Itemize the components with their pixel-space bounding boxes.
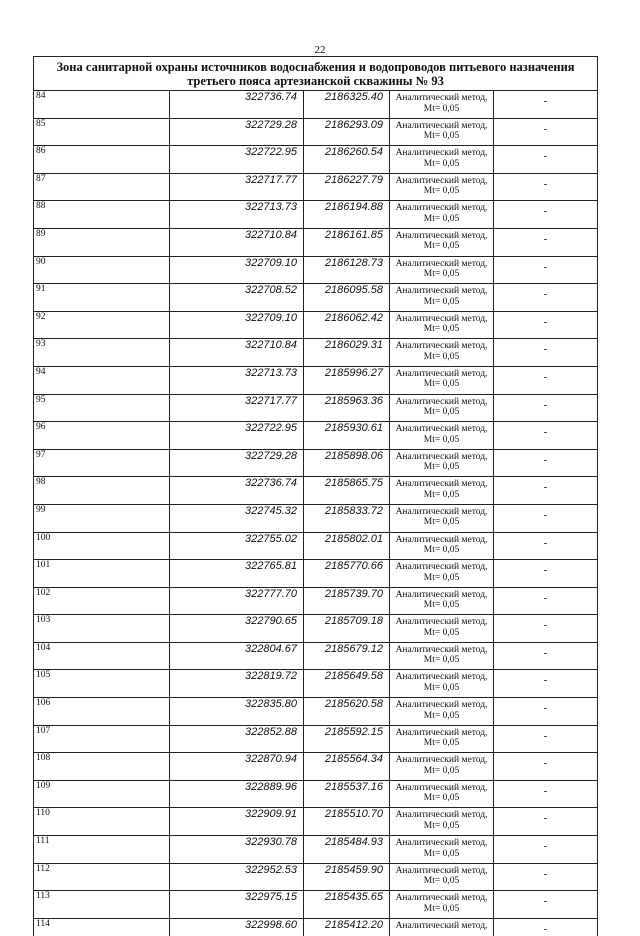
note-cell: - bbox=[494, 560, 598, 588]
coordinate-x: 322755.02 bbox=[170, 532, 304, 560]
table-row bbox=[34, 532, 598, 560]
method-label: Аналитический метод, bbox=[395, 727, 488, 738]
method-cell bbox=[390, 753, 494, 781]
method-label: Аналитический метод, bbox=[395, 782, 488, 793]
method-label: Аналитический метод, bbox=[395, 506, 488, 517]
note-cell: - bbox=[494, 449, 598, 477]
point-number: 101 bbox=[34, 560, 170, 588]
method-accuracy: Mt= 0,05 bbox=[423, 517, 460, 528]
note-cell: - bbox=[494, 256, 598, 284]
method-accuracy: Mt= 0,05 bbox=[423, 324, 460, 335]
method-label: Аналитический метод, bbox=[395, 258, 488, 269]
method-accuracy: Mt= 0,05 bbox=[423, 241, 460, 252]
method-label: Аналитический метод, bbox=[395, 617, 488, 628]
point-number: 88 bbox=[34, 201, 170, 229]
coordinate-y: 2185833.72 bbox=[304, 504, 390, 532]
table-row bbox=[34, 394, 598, 422]
point-number: 96 bbox=[34, 422, 170, 450]
note-cell: - bbox=[494, 918, 598, 936]
point-number: 86 bbox=[34, 146, 170, 174]
point-number: 114 bbox=[34, 918, 170, 936]
note-cell: - bbox=[494, 670, 598, 698]
method-cell bbox=[390, 642, 494, 670]
point-number: 94 bbox=[34, 366, 170, 394]
method-accuracy: Mt= 0,05 bbox=[423, 351, 460, 362]
method-accuracy: Mt= 0,05 bbox=[423, 627, 460, 638]
method-label: Аналитический метод, bbox=[395, 424, 488, 435]
method-label: Аналитический метод, bbox=[395, 479, 488, 490]
coordinate-y: 2185620.58 bbox=[304, 698, 390, 726]
table-row bbox=[34, 422, 598, 450]
method-cell bbox=[390, 201, 494, 229]
note-cell: - bbox=[494, 394, 598, 422]
method-cell bbox=[390, 780, 494, 808]
coordinate-x: 322975.15 bbox=[170, 891, 304, 919]
method-cell bbox=[390, 284, 494, 312]
table-row bbox=[34, 836, 598, 864]
point-number: 102 bbox=[34, 587, 170, 615]
method-label: Аналитический метод, bbox=[395, 810, 488, 821]
coordinate-y: 2185802.01 bbox=[304, 532, 390, 560]
coordinate-y: 2185649.58 bbox=[304, 670, 390, 698]
coordinate-y: 2186260.54 bbox=[304, 146, 390, 174]
point-number: 85 bbox=[34, 118, 170, 146]
coordinate-x: 322713.73 bbox=[170, 366, 304, 394]
point-number: 107 bbox=[34, 725, 170, 753]
table-row bbox=[34, 256, 598, 284]
method-accuracy: Mt= 0,05 bbox=[423, 793, 460, 804]
note-cell: - bbox=[494, 808, 598, 836]
point-number: 103 bbox=[34, 615, 170, 643]
note-cell: - bbox=[494, 725, 598, 753]
coordinate-y: 2185510.70 bbox=[304, 808, 390, 836]
method-accuracy: Mt= 0,05 bbox=[423, 407, 460, 418]
point-number: 109 bbox=[34, 780, 170, 808]
method-label: Аналитический метод, bbox=[395, 175, 488, 186]
point-number: 100 bbox=[34, 532, 170, 560]
table-row bbox=[34, 863, 598, 891]
method-accuracy: Mt= 0,05 bbox=[423, 462, 460, 473]
method-accuracy: Mt= 0,05 bbox=[423, 600, 460, 611]
coordinate-y: 2185484.93 bbox=[304, 836, 390, 864]
method-cell bbox=[390, 91, 494, 119]
table-title: Зона санитарной охраны источников водоснабжения и водопроводов питьевого назначения третьего пояса артезианской скважины № 93 bbox=[34, 57, 598, 91]
point-number: 108 bbox=[34, 753, 170, 781]
method-accuracy: Mt= 0,05 bbox=[423, 158, 460, 169]
table-row bbox=[34, 918, 598, 936]
coordinate-y: 2186227.79 bbox=[304, 173, 390, 201]
method-cell bbox=[390, 366, 494, 394]
note-cell: - bbox=[494, 201, 598, 229]
coordinate-y: 2186095.58 bbox=[304, 284, 390, 312]
method-accuracy: Mt= 0,05 bbox=[423, 572, 460, 583]
method-accuracy: Mt= 0,05 bbox=[423, 903, 460, 914]
method-label: Аналитический метод, bbox=[395, 203, 488, 214]
method-label: Аналитический метод, bbox=[395, 148, 488, 159]
note-cell: - bbox=[494, 311, 598, 339]
table-row bbox=[34, 173, 598, 201]
table-row bbox=[34, 146, 598, 174]
coordinates-table bbox=[33, 56, 598, 936]
method-cell bbox=[390, 422, 494, 450]
method-label: Аналитический метод, bbox=[395, 865, 488, 876]
note-cell: - bbox=[494, 173, 598, 201]
coordinate-y: 2186325.40 bbox=[304, 91, 390, 119]
coordinate-x: 322722.95 bbox=[170, 146, 304, 174]
point-number: 84 bbox=[34, 91, 170, 119]
point-number: 95 bbox=[34, 394, 170, 422]
coordinate-y: 2186029.31 bbox=[304, 339, 390, 367]
point-number: 113 bbox=[34, 891, 170, 919]
coordinate-x: 322998.60 bbox=[170, 918, 304, 936]
coordinate-x: 322729.28 bbox=[170, 449, 304, 477]
coordinate-y: 2185592.15 bbox=[304, 725, 390, 753]
point-number: 97 bbox=[34, 449, 170, 477]
coordinate-x: 322765.81 bbox=[170, 560, 304, 588]
coordinate-y: 2186128.73 bbox=[304, 256, 390, 284]
table-row bbox=[34, 560, 598, 588]
method-accuracy: Mt= 0,05 bbox=[423, 710, 460, 721]
coordinate-x: 322930.78 bbox=[170, 836, 304, 864]
coordinate-y: 2185459.90 bbox=[304, 863, 390, 891]
coordinate-x: 322717.77 bbox=[170, 394, 304, 422]
coordinate-y: 2185709.18 bbox=[304, 615, 390, 643]
method-accuracy: Mt= 0,05 bbox=[423, 213, 460, 224]
table-row bbox=[34, 228, 598, 256]
method-accuracy: Mt= 0,05 bbox=[423, 131, 460, 142]
method-accuracy: Mt= 0,05 bbox=[423, 379, 460, 390]
method-label: Аналитический метод, bbox=[395, 230, 488, 241]
method-label: Аналитический метод, bbox=[395, 120, 488, 131]
table-row bbox=[34, 504, 598, 532]
table-row bbox=[34, 615, 598, 643]
method-label: Аналитический метод, bbox=[395, 562, 488, 573]
method-accuracy: Mt= 0,05 bbox=[423, 876, 460, 887]
coordinate-x: 322710.84 bbox=[170, 228, 304, 256]
note-cell: - bbox=[494, 587, 598, 615]
method-label: Аналитический метод, bbox=[395, 838, 488, 849]
method-cell bbox=[390, 836, 494, 864]
note-cell: - bbox=[494, 118, 598, 146]
method-label: Аналитический метод, bbox=[395, 286, 488, 297]
coordinate-x: 322736.74 bbox=[170, 91, 304, 119]
method-label: Аналитический метод, bbox=[395, 700, 488, 711]
table-row bbox=[34, 311, 598, 339]
note-cell: - bbox=[494, 753, 598, 781]
coordinate-x: 322889.96 bbox=[170, 780, 304, 808]
table-title-row bbox=[34, 57, 598, 91]
table-row bbox=[34, 477, 598, 505]
method-label: Аналитический метод, bbox=[395, 396, 488, 407]
coordinate-x: 322835.80 bbox=[170, 698, 304, 726]
point-number: 106 bbox=[34, 698, 170, 726]
method-label: Аналитический метод, bbox=[395, 893, 488, 904]
point-number: 110 bbox=[34, 808, 170, 836]
coordinate-y: 2185898.06 bbox=[304, 449, 390, 477]
table-row bbox=[34, 642, 598, 670]
table-row bbox=[34, 753, 598, 781]
table-row bbox=[34, 118, 598, 146]
table-row bbox=[34, 670, 598, 698]
method-cell bbox=[390, 808, 494, 836]
note-cell: - bbox=[494, 863, 598, 891]
method-label: Аналитический метод, bbox=[395, 644, 488, 655]
coordinate-x: 322717.77 bbox=[170, 173, 304, 201]
coordinate-y: 2185739.70 bbox=[304, 587, 390, 615]
note-cell: - bbox=[494, 836, 598, 864]
coordinate-x: 322804.67 bbox=[170, 642, 304, 670]
method-cell bbox=[390, 863, 494, 891]
coordinate-y: 2185770.66 bbox=[304, 560, 390, 588]
note-cell: - bbox=[494, 477, 598, 505]
point-number: 104 bbox=[34, 642, 170, 670]
coordinate-x: 322709.10 bbox=[170, 256, 304, 284]
table-row bbox=[34, 587, 598, 615]
method-accuracy: Mt= 0,05 bbox=[423, 765, 460, 776]
table-row bbox=[34, 201, 598, 229]
method-accuracy: Mt= 0,05 bbox=[423, 489, 460, 500]
method-accuracy: Mt= 0,05 bbox=[423, 545, 460, 555]
method-accuracy: Mt= 0,05 bbox=[423, 848, 460, 859]
method-label: Аналитический метод, bbox=[395, 93, 488, 103]
coordinate-x: 322713.73 bbox=[170, 201, 304, 229]
method-cell bbox=[390, 394, 494, 422]
table-row bbox=[34, 284, 598, 312]
method-cell bbox=[390, 504, 494, 532]
coordinate-x: 322709.10 bbox=[170, 311, 304, 339]
point-number: 99 bbox=[34, 504, 170, 532]
method-cell bbox=[390, 118, 494, 146]
method-label: Аналитический метод, bbox=[395, 755, 488, 766]
coordinate-y: 2185930.61 bbox=[304, 422, 390, 450]
coordinate-x: 322790.65 bbox=[170, 615, 304, 643]
point-number: 98 bbox=[34, 477, 170, 505]
method-cell bbox=[390, 173, 494, 201]
method-cell bbox=[390, 615, 494, 643]
coordinate-x: 322729.28 bbox=[170, 118, 304, 146]
coordinate-y: 2186062.42 bbox=[304, 311, 390, 339]
note-cell: - bbox=[494, 284, 598, 312]
note-cell: - bbox=[494, 891, 598, 919]
note-cell: - bbox=[494, 532, 598, 560]
coordinate-y: 2186194.88 bbox=[304, 201, 390, 229]
method-cell bbox=[390, 698, 494, 726]
table-row bbox=[34, 725, 598, 753]
coordinate-y: 2186293.09 bbox=[304, 118, 390, 146]
coordinate-y: 2185412.20 bbox=[304, 918, 390, 936]
point-number: 90 bbox=[34, 256, 170, 284]
method-accuracy: Mt= 0,05 bbox=[423, 820, 460, 831]
note-cell: - bbox=[494, 339, 598, 367]
page-number: 22 bbox=[314, 44, 326, 56]
method-cell bbox=[390, 339, 494, 367]
note-cell: - bbox=[494, 615, 598, 643]
note-cell: - bbox=[494, 780, 598, 808]
method-label: Аналитический метод, bbox=[395, 672, 488, 683]
method-cell bbox=[390, 477, 494, 505]
method-label: Аналитический метод, bbox=[395, 451, 488, 462]
method-cell bbox=[390, 146, 494, 174]
coordinate-x: 322736.74 bbox=[170, 477, 304, 505]
method-accuracy: Mt= 0,05 bbox=[423, 434, 460, 445]
note-cell: - bbox=[494, 504, 598, 532]
table-row bbox=[34, 698, 598, 726]
note-cell: - bbox=[494, 698, 598, 726]
method-accuracy: Mt= 0,05 bbox=[423, 738, 460, 749]
method-cell bbox=[390, 449, 494, 477]
method-cell bbox=[390, 256, 494, 284]
method-label: Аналитический метод, bbox=[395, 589, 488, 600]
coordinate-x: 322852.88 bbox=[170, 725, 304, 753]
coordinate-y: 2185435.65 bbox=[304, 891, 390, 919]
point-number: 111 bbox=[34, 836, 170, 864]
note-cell: - bbox=[494, 422, 598, 450]
method-cell bbox=[390, 560, 494, 588]
coordinate-y: 2185537.16 bbox=[304, 780, 390, 808]
method-accuracy: Mt= 0,05 bbox=[423, 655, 460, 666]
method-cell bbox=[390, 532, 494, 560]
method-cell bbox=[390, 725, 494, 753]
coordinate-y: 2185564.34 bbox=[304, 753, 390, 781]
note-cell: - bbox=[494, 228, 598, 256]
coordinate-x: 322710.84 bbox=[170, 339, 304, 367]
note-cell: - bbox=[494, 366, 598, 394]
method-label: Аналитический метод, bbox=[395, 313, 488, 324]
method-label: Аналитический метод, bbox=[395, 534, 488, 545]
coordinate-x: 322909.91 bbox=[170, 808, 304, 836]
point-number: 87 bbox=[34, 173, 170, 201]
method-cell bbox=[390, 228, 494, 256]
point-number: 89 bbox=[34, 228, 170, 256]
note-cell: - bbox=[494, 91, 598, 119]
table-row bbox=[34, 366, 598, 394]
method-accuracy: Mt= 0,05 bbox=[423, 682, 460, 693]
method-label: Аналитический метод, bbox=[395, 368, 488, 379]
coordinate-x: 322722.95 bbox=[170, 422, 304, 450]
point-number: 105 bbox=[34, 670, 170, 698]
method-accuracy: Mt= 0,05 bbox=[423, 296, 460, 307]
method-cell bbox=[390, 670, 494, 698]
method-cell bbox=[390, 587, 494, 615]
coordinate-x: 322777.70 bbox=[170, 587, 304, 615]
point-number: 112 bbox=[34, 863, 170, 891]
method-cell bbox=[390, 311, 494, 339]
method-accuracy: Mt= 0,05 bbox=[423, 186, 460, 197]
coordinate-y: 2186161.85 bbox=[304, 228, 390, 256]
note-cell: - bbox=[494, 146, 598, 174]
method-cell: Аналитический метод, bbox=[390, 918, 494, 936]
table-row bbox=[34, 339, 598, 367]
table-row bbox=[34, 91, 598, 119]
coordinate-x: 322952.53 bbox=[170, 863, 304, 891]
coordinate-x: 322819.72 bbox=[170, 670, 304, 698]
method-label: Аналитический метод, bbox=[395, 341, 488, 352]
coordinate-y: 2185963.36 bbox=[304, 394, 390, 422]
note-cell: - bbox=[494, 642, 598, 670]
point-number: 93 bbox=[34, 339, 170, 367]
table-row bbox=[34, 780, 598, 808]
coordinate-x: 322708.52 bbox=[170, 284, 304, 312]
table-row bbox=[34, 449, 598, 477]
coordinate-y: 2185679.12 bbox=[304, 642, 390, 670]
coordinate-x: 322870.94 bbox=[170, 753, 304, 781]
point-number: 91 bbox=[34, 284, 170, 312]
coordinate-y: 2185865.75 bbox=[304, 477, 390, 505]
method-accuracy: Mt= 0,05 bbox=[423, 269, 460, 280]
coordinate-y: 2185996.27 bbox=[304, 366, 390, 394]
table-row bbox=[34, 808, 598, 836]
method-accuracy: Mt= 0,05 bbox=[423, 103, 460, 114]
coordinate-x: 322745.32 bbox=[170, 504, 304, 532]
point-number: 92 bbox=[34, 311, 170, 339]
